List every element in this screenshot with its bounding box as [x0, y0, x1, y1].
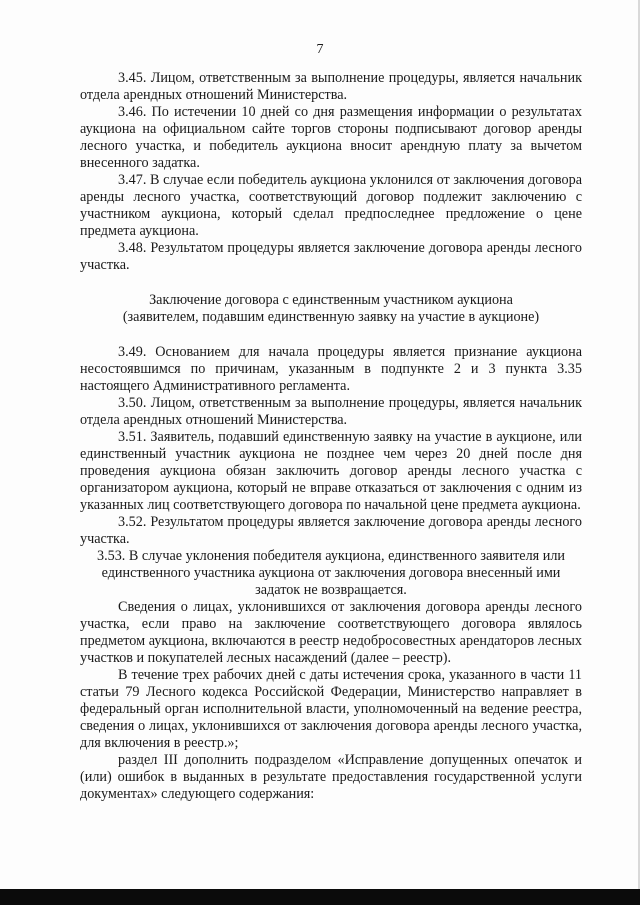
- paragraph-registry-info: Сведения о лицах, уклонившихся от заключения договора аренды лесного участка, если право на заключение соответствующего договора являлось предметом аукциона, включаются в реестр недобросовестных арендаторов лесных участков и покупателей лесных насаждений (далее – реестр).: [80, 599, 582, 666]
- subsection-heading-line-2: (заявителем, подавшим единственную заявку на участие в аукционе): [122, 309, 540, 325]
- paragraph-3-53: 3.53. В случае уклонения победителя аукциона, единственного заявителя или единственного участника аукциона от заключения договора внесенный ими задаток не возвращается.: [96, 548, 566, 598]
- paragraph-3-49: 3.49. Основанием для начала процедуры является признание аукциона несостоявшимся по причинам, указанным в подпункте 2 и 3 пункта 3.35 настоящего Административного регламента.: [80, 344, 582, 394]
- paragraph-3-52: 3.52. Результатом процедуры является заключение договора аренды лесного участка.: [80, 514, 582, 547]
- document-body: [80, 70, 582, 803]
- paragraph-3-51: 3.51. Заявитель, подавший единственную заявку на участие в аукционе, или единственный участник аукциона не позднее чем через 20 дней после дня проведения аукциона обязан заключить договор аренды лесного участка с организатором аукциона, который не вправе отказаться от заключения с одним из указанных лиц соответствующего договора по начальной цене предмета аукциона.: [80, 429, 582, 513]
- paragraph-3-45: 3.45. Лицом, ответственным за выполнение процедуры, является начальник отдела арендных отношений Министерства.: [80, 70, 582, 103]
- subsection-heading: [80, 292, 582, 326]
- paragraph-section-iii-addition: раздел III дополнить подразделом «Исправление допущенных опечаток и (или) ошибок в выданных в результате предоставления государственной услуги документах» следующего содержания:: [80, 752, 582, 802]
- paragraph-3-50: 3.50. Лицом, ответственным за выполнение процедуры, является начальник отдела арендных отношений Министерства.: [80, 395, 582, 428]
- paragraph-3-48: 3.48. Результатом процедуры является заключение договора аренды лесного участка.: [80, 240, 582, 273]
- subsection-heading-line-1: Заключение договора с единственным участником аукциона: [149, 292, 513, 308]
- scan-border-bar: [0, 889, 640, 905]
- page-number: 7: [316, 42, 324, 57]
- paragraph-3-47: 3.47. В случае если победитель аукциона уклонился от заключения договора аренды лесного участка, соответствующий договор подлежит заключению с участником аукциона, который сделал предпоследнее предложение о цене предмета аукциона.: [80, 172, 582, 239]
- paragraph-3-46: 3.46. По истечении 10 дней со дня размещения информации о результатах аукциона на официальном сайте торгов стороны подписывают договор аренды лесного участка, и победитель аукциона вносит арендную плату за вычетом внесенного задатка.: [80, 104, 582, 171]
- paragraph-three-days: В течение трех рабочих дней с даты истечения срока, указанного в части 11 статьи 79 Лесного кодекса Российской Федерации, Министерство направляет в федеральный орган исполнительной власти, уполномоченный на ведение реестра, сведения о лицах, уклонившихся от заключения договора аренды лесного участка, для включения в реестр.»;: [80, 667, 582, 751]
